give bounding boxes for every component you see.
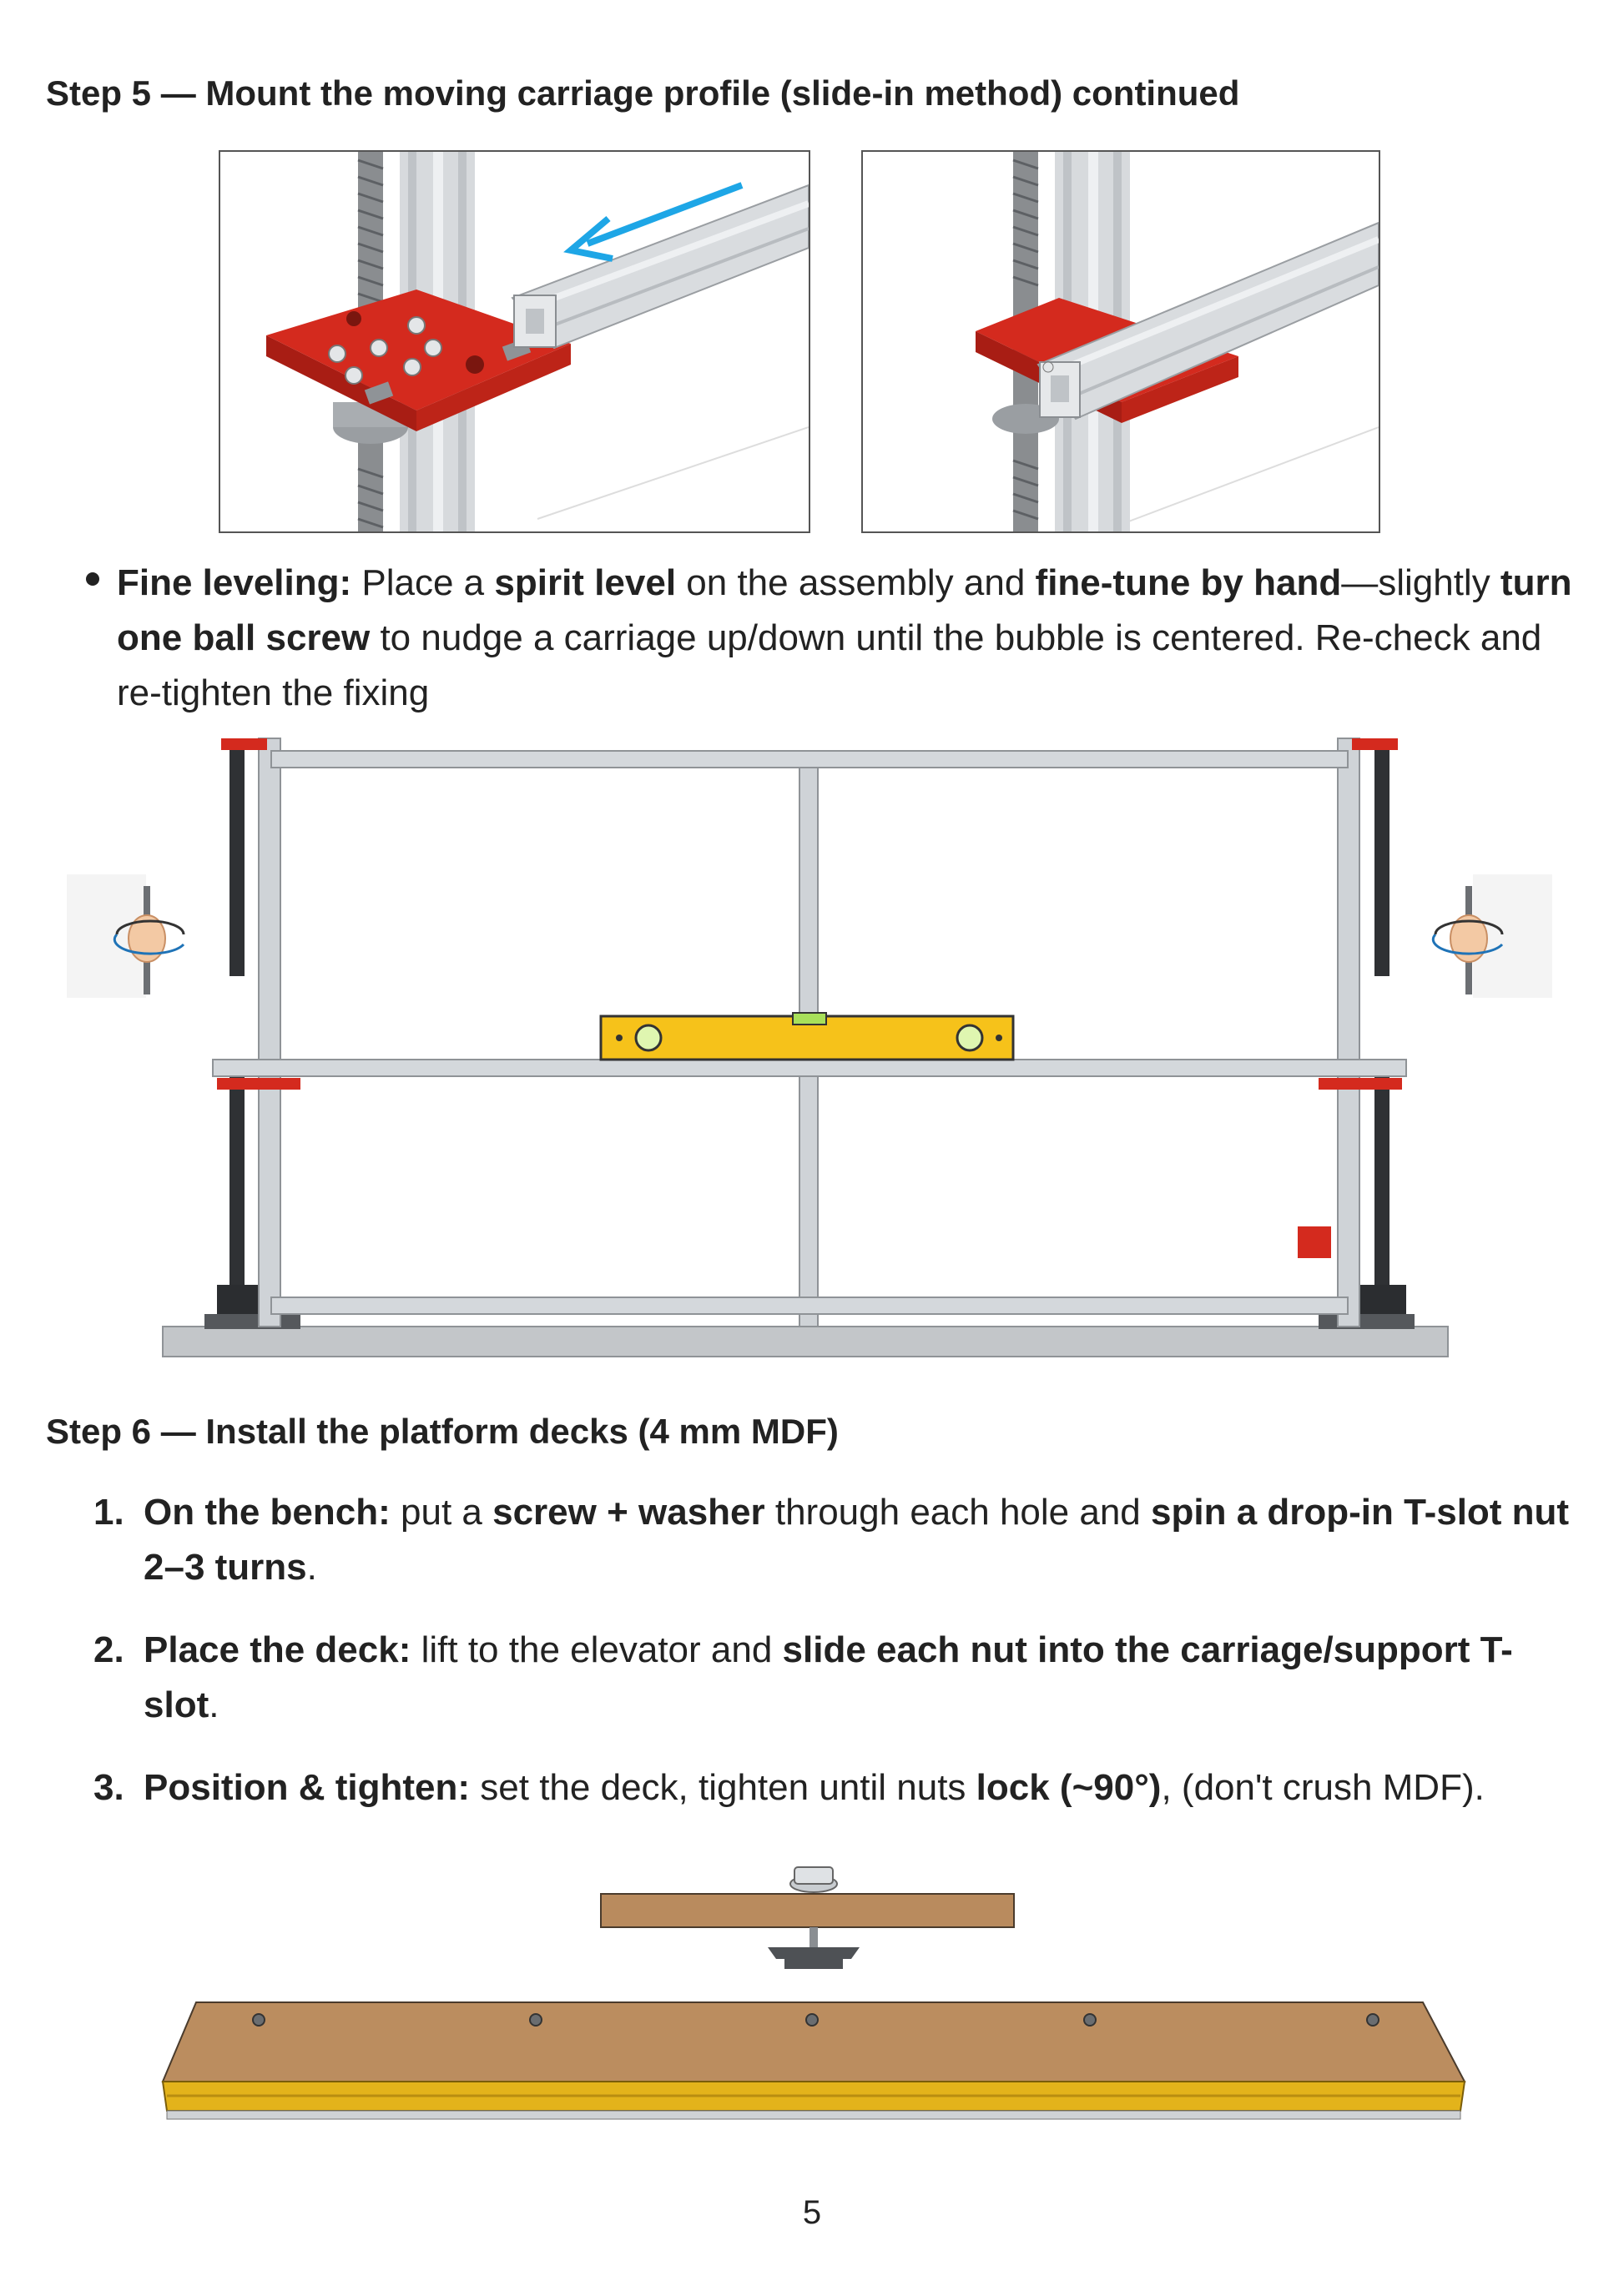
- fine-leveling-text-3: —slightly: [1341, 562, 1500, 603]
- step6-item-2-text-1: lift to the elevator and: [411, 1629, 783, 1670]
- fine-leveling-bold-2: fine-tune by hand: [1035, 562, 1342, 603]
- step6-item-2-bold-1: slide each nut into the carriage/support T-slot: [144, 1629, 1513, 1725]
- step6-item-3: [93, 1760, 1579, 1815]
- step6-item-3-number: 3.: [93, 1767, 124, 1808]
- step6-item-1: [93, 1485, 1579, 1595]
- leveling-frame-figure: [67, 726, 1552, 1360]
- step6-item-1-text-1: put a: [390, 1492, 493, 1533]
- step6-item-1-bold-2: spin a drop-in T-slot nut 2–3 turns: [144, 1492, 1570, 1588]
- carriage-after-figure: [861, 150, 1380, 533]
- mdf-deck-figure: [159, 1860, 1477, 2148]
- fine-leveling-text-1: Place a: [351, 562, 495, 603]
- step6-title: Step 6 — Install the platform decks (4 mm MDF): [46, 1412, 839, 1451]
- step6-item-3-bold-1: lock (~90°): [976, 1767, 1162, 1808]
- step6-item-1-number: 1.: [93, 1492, 124, 1533]
- step6-item-2-label: Place the deck:: [144, 1629, 411, 1670]
- step6-item-1-text-3: .: [306, 1547, 317, 1588]
- page-number: 5: [802, 2194, 822, 2231]
- step6-item-1-label: On the bench:: [144, 1492, 391, 1533]
- fine-leveling-label: Fine leveling:: [117, 562, 352, 603]
- step6-item-3-label: Position & tighten:: [144, 1767, 471, 1808]
- step6-item-2: [93, 1623, 1579, 1733]
- step5-title: Step 5 — Mount the moving carriage profile (slide-in method) continued: [46, 73, 1240, 113]
- step6-item-3-text-1: set the deck, tighten until nuts: [470, 1767, 976, 1808]
- step6-item-1-bold-1: screw + washer: [492, 1492, 765, 1533]
- fine-leveling-bold-3: turn one ball screw: [117, 562, 1572, 658]
- step6-item-3-text-2: , (don't crush MDF).: [1161, 1767, 1485, 1808]
- fine-leveling-text-2: on the assembly and: [676, 562, 1036, 603]
- fine-leveling-bold-1: spirit level: [494, 562, 677, 603]
- fine-leveling-text-4: to nudge a carriage up/down until the bubble is centered. Re-check and re-tighten the fixing: [117, 617, 1542, 713]
- step6-item-2-text-2: .: [209, 1684, 219, 1725]
- step6-item-1-text-2: through each hole and: [764, 1492, 1152, 1533]
- fine-leveling-paragraph: [117, 556, 1577, 721]
- bullet-dot: [86, 572, 99, 586]
- step6-item-2-number: 2.: [93, 1629, 124, 1670]
- carriage-before-figure: [219, 150, 810, 533]
